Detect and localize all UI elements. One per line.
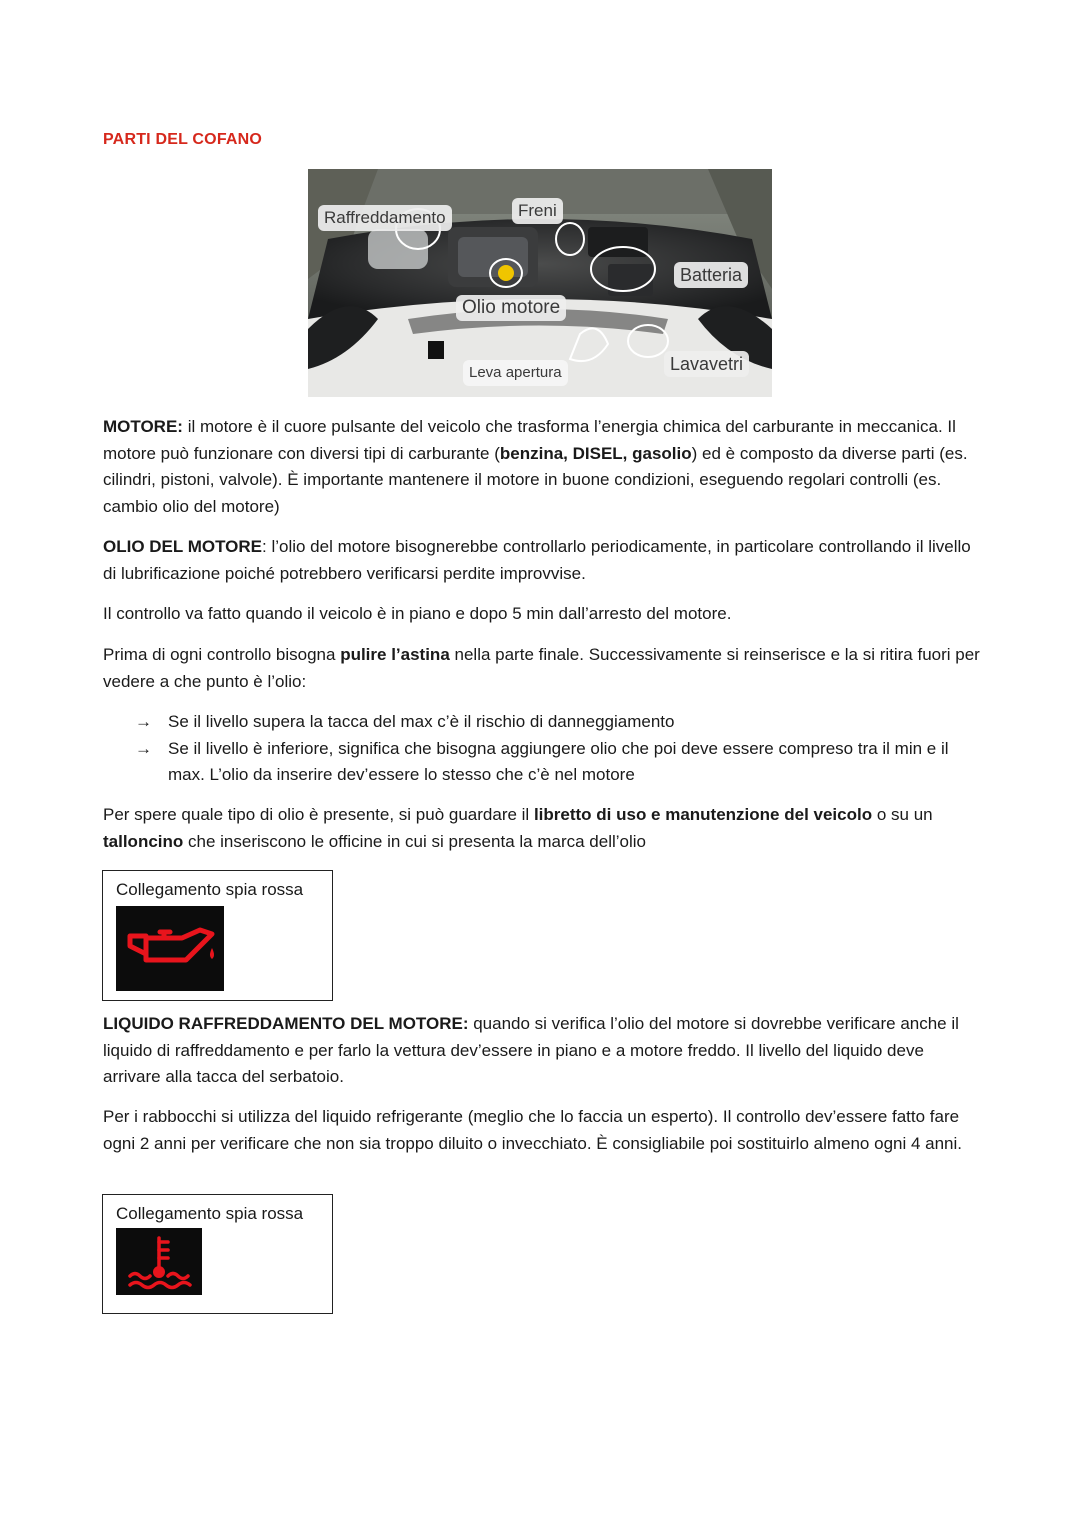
motore-bold-fuels: benzina, DISEL, gasolio	[499, 443, 692, 463]
liquido-rabbocchi-paragraph: Per i rabbocchi si utilizza del liquido refrigerante (meglio che lo faccia un esperto). Il controllo dev’essere fatto fare ogni 2 anni per verificare che non sia troppo diluito o invecchiato. È consigliabile poi sostituirlo almeno ogni 4 anni.	[103, 1107, 963, 1153]
liquido-paragraph	[103, 1011, 983, 1091]
label-freni: Freni	[512, 198, 563, 224]
arrow-icon: →	[135, 712, 152, 731]
oil-can-warning-icon	[116, 906, 224, 991]
label-leva-apertura: Leva apertura	[463, 360, 568, 386]
bullet-text: Se il livello supera la tacca del max c’è il rischio di danneggiamento	[168, 712, 675, 731]
list-item	[135, 736, 985, 789]
list-item	[135, 709, 985, 736]
olio-p3-bold: pulire l’astina	[340, 645, 450, 664]
olio-p4-e: che inseriscono le officine in cui si presenta la marca dell’olio	[183, 831, 646, 851]
olio-astina-paragraph	[103, 642, 983, 695]
spia-raffreddamento-caption: Collegamento spia rossa	[116, 1204, 304, 1223]
olio-p4-c: o su un	[872, 805, 933, 824]
olio-text-1: : l’olio del motore bisognerebbe controllarlo periodicamente, in particolare controllando il livello di lubrificazione poiché potrebbero verificarsi perdite improvvise.	[103, 537, 971, 583]
motore-text-1: il motore è il cuore pulsante del veicolo che trasforma l’energia chimica del carburante in meccanica. Il motore può funzionare con diversi tipi di carburante (	[103, 417, 956, 463]
motore-heading: MOTORE:	[103, 417, 183, 436]
label-raffreddamento: Raffreddamento	[318, 205, 452, 231]
spia-olio-box	[102, 870, 333, 1001]
arrow-icon: →	[135, 738, 152, 758]
olio-p4-bold-libretto: libretto di uso e manutenzione del veicolo	[533, 805, 873, 824]
olio-p3-a: Prima di ogni controllo bisogna	[103, 645, 341, 664]
olio-heading: OLIO DEL MOTORE	[103, 537, 262, 556]
motore-paragraph	[103, 414, 983, 520]
motore-text-2: ) ed è composto da diverse parti (es. cilindri, pistoni, valvole). È importante mantenere il motore in buone condizioni, eseguendo regolari controlli (es. cambio olio del motore)	[103, 443, 968, 516]
spia-raffreddamento-box	[102, 1194, 333, 1314]
label-batteria: Batteria	[674, 262, 748, 288]
engine-bay-photo	[308, 169, 772, 397]
olio-p4-a: Per spere quale tipo di olio è presente, si può guardare il	[103, 805, 534, 824]
olio-p4-bold-talloncino: talloncino	[103, 831, 184, 851]
olio-paragraph	[103, 534, 983, 587]
spia-olio-caption: Collegamento spia rossa	[116, 880, 304, 899]
olio-controllo-paragraph: Il controllo va fatto quando il veicolo è in piano e dopo 5 min dall’arresto del motore.	[103, 604, 732, 623]
olio-bullet-list	[135, 709, 985, 789]
page-title: PARTI DEL COFANO	[103, 131, 263, 148]
label-olio-motore: Olio motore	[456, 295, 566, 321]
bullet-text: Se il livello è inferiore, significa che bisogna aggiungere olio che poi deve essere compreso tra il min e il max. L’olio da inserire dev’essere lo stesso che c’è nel motore	[168, 738, 949, 784]
label-lavavetri: Lavavetri	[664, 351, 749, 377]
coolant-temperature-warning-icon	[116, 1228, 202, 1295]
olio-p3-c: nella parte finale. Successivamente si reinserisce e la si ritira fuori per vedere a che punto è l’olio:	[103, 645, 980, 691]
liquido-text-1: quando si verifica l’olio del motore si dovrebbe verificare anche il liquido di raffreddamento e per farlo la vettura dev’essere in piano e a motore freddo. Il livello del liquido deve arrivare alla tacca del serbatoio.	[103, 1014, 959, 1086]
liquido-heading: LIQUIDO RAFFREDDAMENTO DEL MOTORE:	[103, 1014, 469, 1033]
olio-tipo-paragraph	[103, 802, 983, 855]
